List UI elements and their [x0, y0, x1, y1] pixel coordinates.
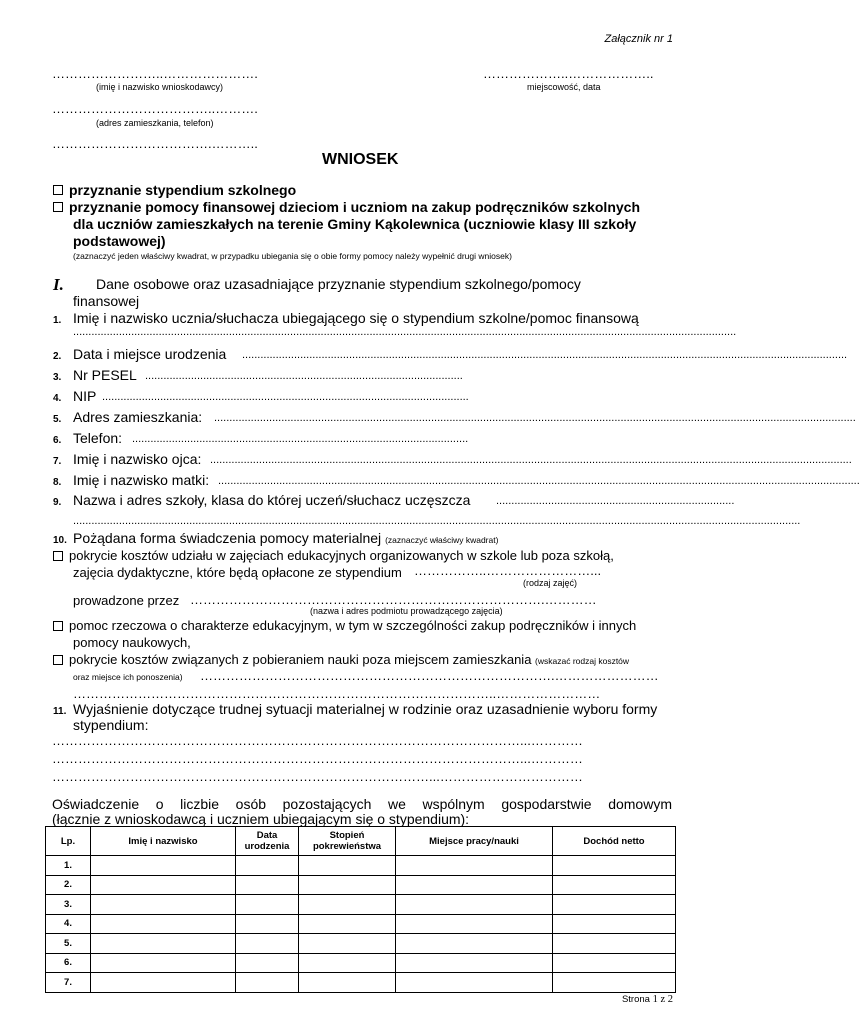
remote-study-note: (wskazać rodzaj kosztów: [535, 656, 630, 666]
row-number: 1.: [46, 856, 91, 876]
nip-label: NIP: [73, 388, 97, 404]
declaration-text-line2: (łącznie z wnioskodawcą i uczniem ubiegającym się o stypendium):: [52, 811, 470, 827]
checkbox[interactable]: [53, 202, 63, 212]
aid-option-remote-study-label: pokrycie kosztów związanych z pobieraniem nauki poza miejscem zamieszkania: [69, 652, 532, 667]
aid-option-material-label: pomoc rzeczowa o charakterze edukacyjnym, w tym w szczególności zakup podręczników i innych: [69, 618, 637, 633]
col-header-workplace: Miejsce pracy/nauki: [396, 827, 553, 856]
aid-option-classes-label: pokrycie kosztów udziału w zajęciach edukacyjnych organizowanych w szkole lub poza szkołą,: [69, 548, 614, 563]
address-label: Adres zamieszkania:: [73, 409, 203, 425]
section-title-line2: finansowej: [73, 293, 140, 309]
student-name-label: Imię i nazwisko ucznia/słuchacza ubiegającego się o stypendium szkolne/pomoc finansową: [73, 310, 639, 326]
table-cell[interactable]: [396, 875, 553, 895]
table-cell[interactable]: [91, 934, 236, 954]
declaration-text: Oświadczenie o liczbie osób pozostających we wspólnym gospodarstwie domowym: [52, 796, 672, 812]
table-header-row: [46, 827, 676, 856]
col-header-name: Imię i nazwisko: [91, 827, 236, 856]
table-row: [46, 934, 676, 954]
mother-name-field[interactable]: ..................................................................................................................................................................................................................: [218, 475, 860, 487]
pesel-field[interactable]: ........................................................................................................: [145, 370, 463, 382]
class-type-caption: (rodzaj zajęć): [523, 578, 578, 588]
aid-option-remote-study[interactable]: [53, 652, 629, 667]
row-number: 3.: [46, 895, 91, 915]
col-header-birth-date: Data urodzenia: [236, 827, 299, 856]
option-scholarship[interactable]: [53, 182, 296, 198]
phone-field[interactable]: ..............................................................................................................: [132, 433, 469, 445]
table-cell[interactable]: [91, 953, 236, 973]
aid-option-material-line2: pomocy naukowych,: [73, 635, 191, 650]
justification-field-line3[interactable]: ……………………………………………………………………………...……………………………: [52, 769, 583, 784]
father-name-field[interactable]: ..................................................................................................................................................................................................................: [210, 454, 852, 466]
field-number: 5.: [53, 414, 62, 425]
birth-date-place-field[interactable]: ......................................................................................................................................................................................................: [242, 349, 848, 361]
field-number: 9.: [53, 497, 62, 508]
school-field-line2[interactable]: ..............................................................................................................................................................................................................................................: [73, 515, 801, 527]
remote-study-field[interactable]: ……………………………………………………………………….……………………: [200, 668, 659, 683]
field-number: 7.: [53, 456, 62, 467]
organizer-label: prowadzone przez: [73, 593, 180, 608]
checkbox[interactable]: [53, 551, 63, 561]
checkbox[interactable]: [53, 185, 63, 195]
phone-label: Telefon:: [73, 430, 123, 446]
table-cell[interactable]: [396, 895, 553, 915]
field-number: 10.: [53, 535, 67, 546]
table-cell[interactable]: [236, 953, 299, 973]
table-cell[interactable]: [299, 973, 396, 993]
table-cell[interactable]: [236, 914, 299, 934]
option-textbook-aid[interactable]: [53, 199, 640, 215]
aid-option-classes[interactable]: [53, 548, 614, 563]
table-cell[interactable]: [236, 895, 299, 915]
organizer-caption: (nazwa i adres podmiotu prowadzącego zajęcia): [310, 606, 503, 616]
table-cell[interactable]: [91, 856, 236, 876]
section-number: I.: [53, 275, 64, 294]
row-number: 7.: [46, 973, 91, 993]
table-cell[interactable]: [553, 875, 676, 895]
page-number: [622, 994, 673, 1005]
table-cell[interactable]: [299, 934, 396, 954]
student-name-field[interactable]: .........................................................................................................................................................................................................................: [73, 326, 737, 338]
field-number: 11.: [53, 706, 67, 717]
page-count: 1 z 2: [652, 994, 673, 1005]
table-row: [46, 875, 676, 895]
section-title: Dane osobowe oraz uzasadniające przyznanie stypendium szkolnego/pomocy: [96, 276, 581, 292]
table-cell[interactable]: [91, 875, 236, 895]
table-cell[interactable]: [553, 953, 676, 973]
table-cell[interactable]: [396, 953, 553, 973]
field-number: 3.: [53, 372, 62, 383]
option-textbook-aid-line2: dla uczniów zamieszkałych na terenie Gminy Kąkolewnica (uczniowie klasy III szkoły: [73, 216, 637, 232]
table-cell[interactable]: [299, 953, 396, 973]
option-textbook-aid-line3: podstawowej): [73, 233, 166, 249]
remote-study-note-line2: oraz miejsce ich ponoszenia): [73, 672, 183, 682]
table-cell[interactable]: [91, 973, 236, 993]
mother-name-label: Imię i nazwisko matki:: [73, 472, 210, 488]
table-cell[interactable]: [236, 934, 299, 954]
place-date-field[interactable]: ………………..………………..: [483, 66, 654, 81]
checkbox[interactable]: [53, 655, 63, 665]
table-cell[interactable]: [553, 895, 676, 915]
justification-label: Wyjaśnienie dotyczące trudnej sytuacji materialnej w rodzinie oraz uzasadnienie wyboru formy: [73, 701, 658, 717]
nip-field[interactable]: ........................................................................................................................: [102, 391, 469, 403]
option-scholarship-label: przyznanie stypendium szkolnego: [69, 182, 297, 198]
table-cell[interactable]: [553, 973, 676, 993]
table-cell[interactable]: [299, 895, 396, 915]
field-number: 1.: [53, 315, 62, 326]
checkbox[interactable]: [53, 621, 63, 631]
father-name-label: Imię i nazwisko ojca:: [73, 451, 202, 467]
place-date-caption: miejscowość, data: [527, 82, 601, 92]
page-label: Strona: [621, 994, 650, 1005]
table-cell[interactable]: [553, 934, 676, 954]
table-cell[interactable]: [91, 914, 236, 934]
applicant-address-field[interactable]: ………………………………..……….: [52, 101, 258, 116]
table-cell[interactable]: [396, 973, 553, 993]
aid-form-label: [73, 530, 498, 546]
aid-form-note: (zaznaczyć właściwy kwadrat): [385, 535, 499, 545]
row-number: 5.: [46, 934, 91, 954]
field-number: 6.: [53, 435, 62, 446]
row-number: 4.: [46, 914, 91, 934]
table-cell[interactable]: [236, 973, 299, 993]
option-textbook-aid-label: przyznanie pomocy finansowej dzieciom i uczniom na zakup podręczników szkolnych: [69, 199, 640, 215]
table-cell[interactable]: [299, 914, 396, 934]
aid-option-classes-line2: zajęcia dydaktyczne, które będą opłacone ze stypendium: [73, 565, 402, 580]
school-field[interactable]: ..............................................................................: [496, 495, 735, 507]
table-cell[interactable]: [91, 895, 236, 915]
aid-option-material[interactable]: [53, 618, 636, 633]
field-number: 8.: [53, 477, 62, 488]
applicant-address-caption: (adres zamieszkania, telefon): [96, 118, 214, 128]
table-cell[interactable]: [299, 875, 396, 895]
applicant-name-field[interactable]: ……………………..………………….: [52, 66, 258, 81]
address-field[interactable]: ..................................................................................................................................................................................................................: [214, 412, 856, 424]
table-row: [46, 973, 676, 993]
table-cell[interactable]: [553, 914, 676, 934]
table-row: [46, 953, 676, 973]
col-header-relationship: Stopień pokrewieństwa: [299, 827, 396, 856]
class-type-field[interactable]: ……………..……………………...: [414, 563, 602, 578]
household-table: [45, 826, 676, 993]
applicant-extra-field[interactable]: ……………………………….………..: [52, 136, 258, 151]
row-number: 6.: [46, 953, 91, 973]
school-label: Nazwa i adres szkoły, klasa do której uczeń/słuchacz uczęszcza: [73, 492, 471, 508]
table-cell[interactable]: [553, 856, 676, 876]
attachment-label: Załącznik nr 1: [604, 33, 673, 45]
table-cell[interactable]: [396, 914, 553, 934]
field-number: 2.: [53, 351, 62, 362]
table-cell[interactable]: [396, 934, 553, 954]
table-cell[interactable]: [396, 856, 553, 876]
options-note: (zaznaczyć jeden właściwy kwadrat, w przypadku ubiegania się o obie formy pomocy należy wypełnić drugi wniosek): [73, 251, 512, 261]
applicant-name-caption: (imię i nazwisko wnioskodawcy): [96, 82, 224, 92]
table-row: [46, 895, 676, 915]
table-row: [46, 856, 676, 876]
table-cell[interactable]: [236, 856, 299, 876]
pesel-label: Nr PESEL: [73, 367, 137, 383]
remote-study-field-line2[interactable]: ……………………………………………………………………………………..……………………: [73, 686, 601, 701]
table-cell[interactable]: [299, 856, 396, 876]
justification-label-line2: stypendium:: [73, 717, 149, 733]
justification-field-line1[interactable]: ………………………………………………………………………………………………...…………: [52, 733, 583, 748]
col-header-lp: Lp.: [46, 827, 91, 856]
table-row: [46, 914, 676, 934]
birth-date-place-label: Data i miejsce urodzenia: [73, 346, 227, 362]
page-title: WNIOSEK: [322, 151, 399, 168]
table-cell[interactable]: [236, 875, 299, 895]
justification-field-line2[interactable]: ………………………………………………………………………………………………...…………: [52, 751, 583, 766]
row-number: 2.: [46, 875, 91, 895]
col-header-income: Dochód netto: [553, 827, 676, 856]
organizer-field[interactable]: ……………………………………………………………………….…………: [190, 592, 597, 607]
field-number: 4.: [53, 393, 62, 404]
aid-form-label-text: Pożądana forma świadczenia pomocy materialnej: [73, 530, 382, 546]
